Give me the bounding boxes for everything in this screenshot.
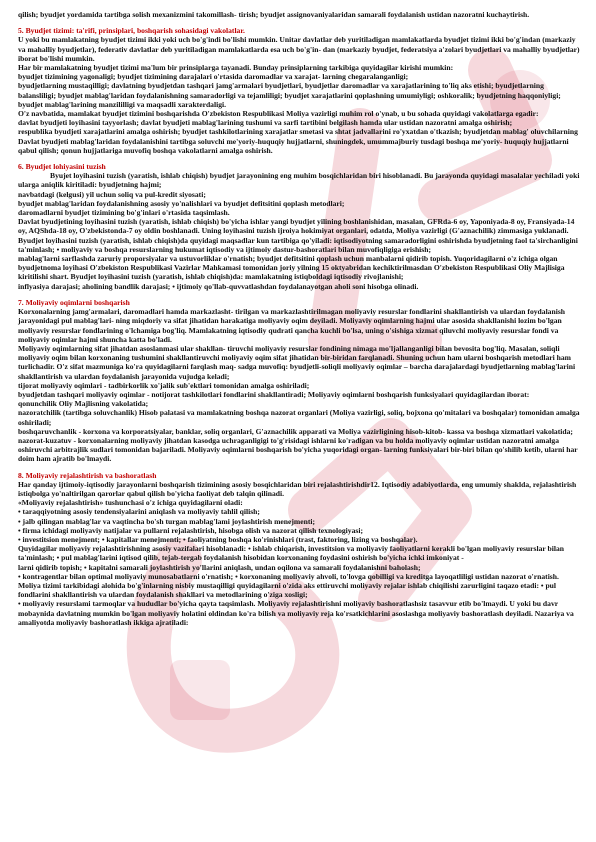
paragraph: Korxonalarning jamg'armalari, daromadlari hamda markazlasht- tirilgan va markazlashtirilmagan moliyaviy resurslar fondlarini shakllantirish va ulardan foydalanish jarayonidagi pul mablag'lari- ning miqdoriy va sifat jihatidan harakatiga moliyaviy oqim deyiladi. Moliyaviy oqimlarning hajmi ular asosida shakllanishi lozim bo'lgan moliyaviy resurslar fondlarining o'lchamiga bog'liq. Mamlakatning iqtisodiy qudrati qancha kuchli bo'lsa, uning o'sishiga xizmat qiluvchi moliyaviy resurslar fondi va moliyaviy oqimlar hajmi shuncha katta bo'ladi. [18, 307, 565, 344]
paragraph: «Moliyaviy rejalashtirish» tushunchasi o'z ichiga quyidagilarni oladi: [18, 498, 243, 508]
section-5 [18, 26, 580, 155]
paragraph: • investitsion menejment; • kapitallar menejmenti; • faoliyatning boshqa ko'rinishlari (trast, faktoring, lizing va boshqalar). [18, 534, 418, 544]
paragraph: O'z navbatida, mamlakat byudjet tizimini boshqarishda O'zbekiston Respublikasi Moliya vazirligi muhim rol o'ynab, u bu sohada quyidagi vakolatlarga egadir: [18, 109, 539, 119]
paragraph: byudjetlarning mustaqilligi; davlatning byudjetdan tashqari jamg'armalari byudjetlari, byudjetlar daromadlar va xarajatlarining to'liq aks etishi; byudjetlarning balansliligi; byudjet mablag'laridan foydalanishning samaradorligi va tejamliligi; byudjet xarajatlarini qoplashning umumiyligi; oshkoralik; byudjetning haqqoniyligi; [18, 81, 561, 100]
paragraph: • jalb qilingan mablag'lar va vaqtincha bo'sh turgan mablag'lami joylashtirish menejmenti; [18, 516, 316, 526]
paragraph: tijorat moliyaviy oqimlari - tadbirkorlik xo'jalik sub'ektlari tomonidan amalga oshiriladi; [18, 380, 310, 390]
paragraph: nazoratchilik (tartibga soluvchanlik) Hisob palatasi va mamlakatning boshqa nazorat organlari (Moliya vazirligi, soliq, bojxona qo'mitalari va boshqalar) tomonidan amalga oshiriladi; [18, 408, 580, 427]
paragraph: Har bir mamlakatning byudjet tizimi ma'lum bir prinsiplarga tayanadi. Bunday prinsiplarning tarkibiga quyidagilar kirishi mumkin: [18, 63, 454, 73]
section-6 [18, 162, 580, 291]
paragraph: navbatdagi (kelgusi) yil uchun soliq va pul-kredit siyosati; [18, 189, 206, 199]
paragraph: qonunchilik Oliy Majlisning vakolatida; [18, 399, 149, 409]
paragraph: • taraqqiyotning asosiy tendensiyalarini aniqlash va moliyaviy tahlil qilish; [18, 507, 260, 517]
paragraph: Byudjet loyihasini tuzish (yaratish, ishlab chiqish)da quyidagi maqsadlar kun tartibiga qo'yiladi: iqtisodiyotning samaradorligini oshirishda byudjetning faol ta'sirchanligini ta'minlash; • moliyaviy va boshqa resurslarning hukumat iqtisodiy va ijtimoiy dastur-bashoratlari bilan muvofiqligiga erishish; [18, 235, 578, 254]
intro-block [18, 10, 580, 19]
paragraph: boshqaruvchanlik - korxona va korporatsiyalar, banklar, soliq organlari, G'aznachilik apparati va Moliya vazirligining hisob-kitob- kassa va boshqa xizmatlari vakolatida; [18, 426, 573, 436]
paragraph: mablag'larni sarflashda zaruriy proporsiyalar va ustuvorliklar o'rnatish; byudjet defitsitini qoplash uchun manbalarni qidirib topish. Yuqoridagilarni o'z ichiga olgan byudjetnoma loyihasi O'zbekiston Respublikasi Vazirlar Mahkamasi tomonidan joriy yilning 15 oktyabridan kechiktirilmasdan O'zbekiston Respublikasi Oliy Majlisiga kiritilishi shart. Byudjet loyihasini tuzish (yaratish, ishlab chiqish)da: mamlakatning istiqboldagi iqtisodiy rivojlanishi; [18, 254, 565, 282]
section-heading: 7. Moliyaviy oqimlarni boshqarish [18, 297, 130, 307]
section-8 [18, 471, 580, 627]
paragraph: Har qanday ijtimoiy-iqtisodiy jarayonlarni boshqarish tizimining asosiy bosqichlaridan biri rejalashtirishdir12. Iqtisodiy adabiyotlarda, eng umumiy shaklda, rejalashtirish istiqbolga yo'naltirilgan qarorlar qabul qilish bo'yicha faoliyat deb talqin qilinadi. [18, 479, 577, 498]
paragraph: larni qidirib topish; • kapitalni samarali joylashtirish yo'llarini aniqlash, undan oqilona va samarali foydalanishni baholash; [18, 562, 421, 572]
paragraph: byudjet mablag'larining manzililligi va maqsadli xarakterdaligi. [18, 99, 227, 109]
paragraph: byudjet mablag'laridan foydalanishning asosiy yo'nalishlari va byudjet defitsitini qoplash metodlari; [18, 198, 345, 208]
paragraph: respublika byudjeti xarajatlarini amalga oshirish; byudjet tashkilotlarining xarajatlar smetasi va shtat jadvallarini ro'yxatdan o'tkazish; byudjetdan mablag' oluvchilarning Davlat byudjeti mablag'laridan foydalanishini tartibga soluvchi me'yoriy-huquqiy hujjatlarni, shuningdek, umummajburiy tusdagi boshqa me'yoriy- huquqiy hujjatlarni qabul qilish; qonun hujjatlariga muvofiq boshqa vakolatlarni amalga oshirish. [18, 127, 578, 155]
section-7 [18, 298, 580, 464]
paragraph: Davlat byudjetining loyihasini tuzish (yaratish, ishlab chiqish) bo'yicha ishlar yangi byudjet yilining boshlanishidan, masalan, GFRda-6 oy, Yaponiyada-8 oy, Fransiyada-14 oy, AQShda-18 oy, O'zbekistonda-7 oy oldin boshlanadi. Uning loyihasini tuzish ijroiya hokimiyat organlari, odatda, Moliya vazirligi (G'aznachilik) zimmasiga yuklanadi. [18, 217, 575, 236]
paragraph: inflyasiya darajasi; aholining bandlik darajasi; • ijtimoiy qo'llab-quvvatlashdan foydalanayotgan aholi soni hisobga olinadi. [18, 281, 419, 291]
paragraph: nazorat-kuzatuv - korxonalarning moliyaviy jihatdan kasodga uchraganligigi to'g'risidagi ishlarni ko'radigan va bu holda moliyaviy oqimlar ustidan nazoratni amalga oshiruvchi arbitrajlik sudlari tomonidan bajariladi. Moliyaviy oqimlarni boshqarish bo'yicha yuqoridagi organ- larning funksiyalari bir-biri bilan qo'shilib ketib, ularni har doim ham ajratib bo'lmaydi. [18, 435, 578, 464]
paragraph: U yoki bu mamlakatning byudjet tizimi ikki yoki uch bo'g'indi bo'lishi mumkin. Unitar davlatlar deb yuritiladigan mamlakatlarda byudjet tizimi ikki bo'g'indan (markaziy va mahalliy byudjetlar), federativ davlatlar deb yuritiladigan mamlakatlarda esa uch bo'g'in- dan (markaziy byudjet, federatsiya a'zolari byudjetlari va mahalliy byudjetlar) iborat bo'lishi mumkin. [18, 35, 580, 63]
paragraph: Moliyaviy oqimlarning sifat jihatdan asoslanmasi ular shakllan- tiruvchi moliyaviy resurslar fondining nimaga mo'ljallanganligi bilan bevosita bog'liq. Masalan, soliqli moliyaviy oqim bilan korxonaning tushumini shakllantiruvchi moliyaviy oqim sifat jihatidan bir-biridan farqlanadi. Shuning uchun ham ularni boshqarish metodlari ham turlichadir. O'z sifat mazmuniga ko'ra quyidagilarni farqlash maq- sadga muvofiq: byudjetli-soliqli moliyaviy oqimlar – barcha darajalardagi byudjetlarning mablag'larini shakllantirish va ulardan foydalanish jarayonida vujudga keladi; [18, 343, 576, 381]
paragraph: • moliyaviy resurslami tarmoqlar va hududlar bo'yicha qayta taqsimlash. Moliyaviy rejalashtirishni moliyaviy bashoratlashsiz tasavvur etib bo'lmaydi. U yoki bu davr mobaynida davlatning mumkin bo'lgan moliyaviy holatini oldindan ko'ra bilish va moliyaviy reja ko'rsatkichlarini asoslashga moliyaviy bashoratlash deyiladi. Nazariya va amaliyotda moliyaviy bashoratlash ikkiga ajratiladi: [18, 599, 574, 627]
section-heading: 5. Byudjet tizimi: ta'rifi, prinsiplari, boshqarish sohasidagi vakolatlar. [18, 26, 245, 36]
paragraph: byudjetdan tashqari moliyaviy oqimlar - notijorat tashkilotlari fondlarini shakllantiradi; Moliyaviy oqimlarni boshqarish funksiyalari quyidagilardan iborat: [18, 389, 530, 399]
document-page [18, 10, 580, 627]
paragraph: • kontragentlar bilan optimal moliyaviy munosabatlarni o'rnatish; • korxonaning moliyaviy ahvoli, to'lovga qobilligi va kreditga layoqatliligi ustidan nazorat o'rnatish. Moliya tizimi tarkibidagi alohida bo'g'inlarning nisbiy mustaqilligi quyidagilarni o'zida aks ettiruvchi moliyaviy rejalar ishlab chiqilishi zarurligini taqazo etadi: • pul fondlarini shakllantirish va ulardan foydalanish shakllari va metodlarining o'ziga xosligi; [18, 571, 559, 600]
paragraph: byudjet tizimining yagonaligi; byudjet tizimining darajalari o'rtasida daromadlar va xarajat- larning chegaralanganligi; [18, 72, 409, 82]
paragraph: daromadlarni byudjet tizimining bo'g'inlari o'rtasida taqsimlash. [18, 208, 230, 218]
paragraph: Byujet loyihasini tuzish (yaratish, ishlab chiqish) byudjet jarayonining eng muhim bosqichlaridan biri hisoblanadi. Bu jarayonda quyidagi masalalar yechiladi yoki ularga aniqlik kiritiladi: byudjetning hajmi; [18, 171, 580, 190]
paragraph: Quyidagilar moliyaviy rejalashtirishning asosiy vazifalari hisoblanadi: • ishlab chiqarish, investitsion va moliyaviy faoliyatlarni kerakli bo'lgan moliyaviy resurslar bilan ta'minlash; • pul mablag'larini iqtisod qilib, tejab-tergab foydalanish hisobidan korxonaning foydasini oshirish bo'yicha ichki imkoniyat - [18, 544, 564, 563]
section-heading: 6. Byudjet lohiyasini tuzish [18, 162, 106, 172]
paragraph: qilish; byudjet yordamida tartibga solish mexanizmini takomillash- tirish; byudjet assignovaniyalaridan samarali foydalanish ustidan nazoratni kuchaytirish. [18, 10, 530, 19]
paragraph: davlat byudjeti loyihasini tayyorlash; davlat byudjeti mablag'larining tushumi va sarfi tartibini belgilash hamda ular ustidan nazoratni amalga oshirish; [18, 118, 513, 128]
section-heading: 8. Moliyaviy rejalashtirish va bashoratlash [18, 470, 157, 480]
paragraph: • firma ichidagi moliyaviy natijalar va pullarni rejalashtirish, hisobga olish va nazorat qilish texnologiyasi; [18, 525, 363, 535]
